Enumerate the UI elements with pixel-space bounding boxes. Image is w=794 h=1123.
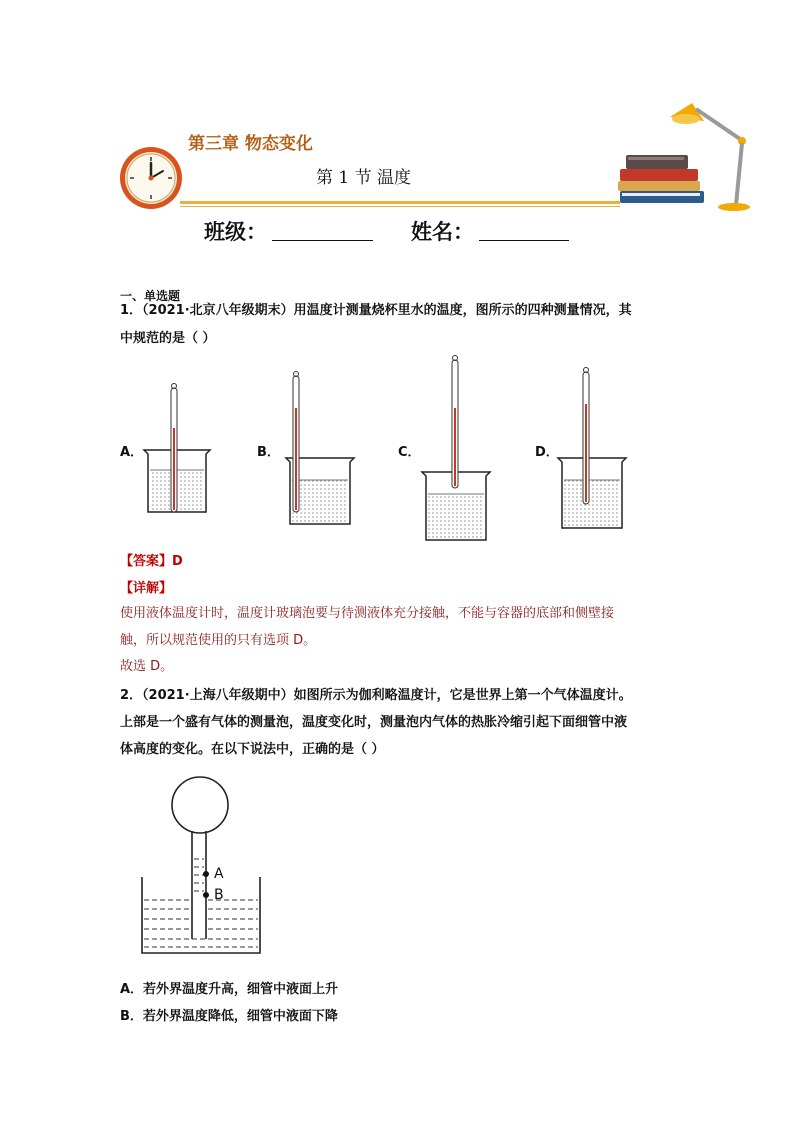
q1-figure-d (556, 364, 630, 530)
q2-text-line3: 体高度的变化。在以下说法中，正确的是（ ） (120, 742, 385, 757)
q2-option-b: B．若外界温度降低，细管中液面下降 (120, 1009, 338, 1024)
class-input[interactable] (272, 240, 373, 241)
section-heading: 一、单选题 (120, 289, 181, 303)
q1-text-line2: 中规范的是（ ） (120, 331, 216, 346)
header-divider-thin (180, 206, 620, 207)
section-title: 第 1 节 温度 (316, 168, 412, 188)
q1-option-a-label: A． (120, 445, 144, 460)
q1-option-b-label: B． (257, 445, 280, 460)
q1-figure-c (420, 352, 494, 542)
q2-text-line2: 上部是一个盛有气体的测量泡，温度变化时，测量泡内气体的热胀冷缩引起下面细管中液 (120, 715, 628, 730)
q2-label-a: A (214, 866, 224, 882)
q2-option-a: A．若外界温度升高，细管中液面上升 (120, 982, 339, 997)
name-label: 姓名： (411, 220, 474, 244)
q1-explain-line2: 触，所以规范使用的只有选项 D。 (120, 633, 317, 648)
books-lamp-icon (612, 95, 762, 215)
q1-answer-tag: 【答案】D (120, 554, 183, 569)
q1-option-d-label: D． (535, 445, 559, 460)
q2-text-line1: 2．（2021·上海八年级期中）如图所示为伽利略温度计，它是世界上第一个气体温度计。 (120, 688, 632, 703)
q2-label-b: B (214, 887, 224, 903)
q1-answer-value: D (172, 554, 183, 569)
header-divider (180, 201, 620, 204)
clock-icon (118, 145, 184, 211)
name-input[interactable] (479, 240, 569, 241)
q1-explain-line1: 使用液体温度计时，温度计玻璃泡要与待测液体充分接触，不能与容器的底部和侧壁接 (120, 606, 615, 621)
q1-figure-a (140, 380, 214, 516)
q1-conclusion: 故选 D。 (120, 659, 174, 674)
chapter-title: 第三章 物态变化 (188, 134, 313, 154)
q1-option-c-label: C． (398, 445, 421, 460)
q1-figure-b (284, 368, 358, 528)
q1-text-line1: 1．（2021·北京八年级期末）用温度计测量烧杯里水的温度，图所示的四种测量情况，其 (120, 303, 632, 318)
q2-galileo-thermometer-figure (140, 775, 264, 957)
class-label: 班级： (204, 220, 267, 244)
q1-detail-tag: 【详解】 (120, 581, 173, 596)
